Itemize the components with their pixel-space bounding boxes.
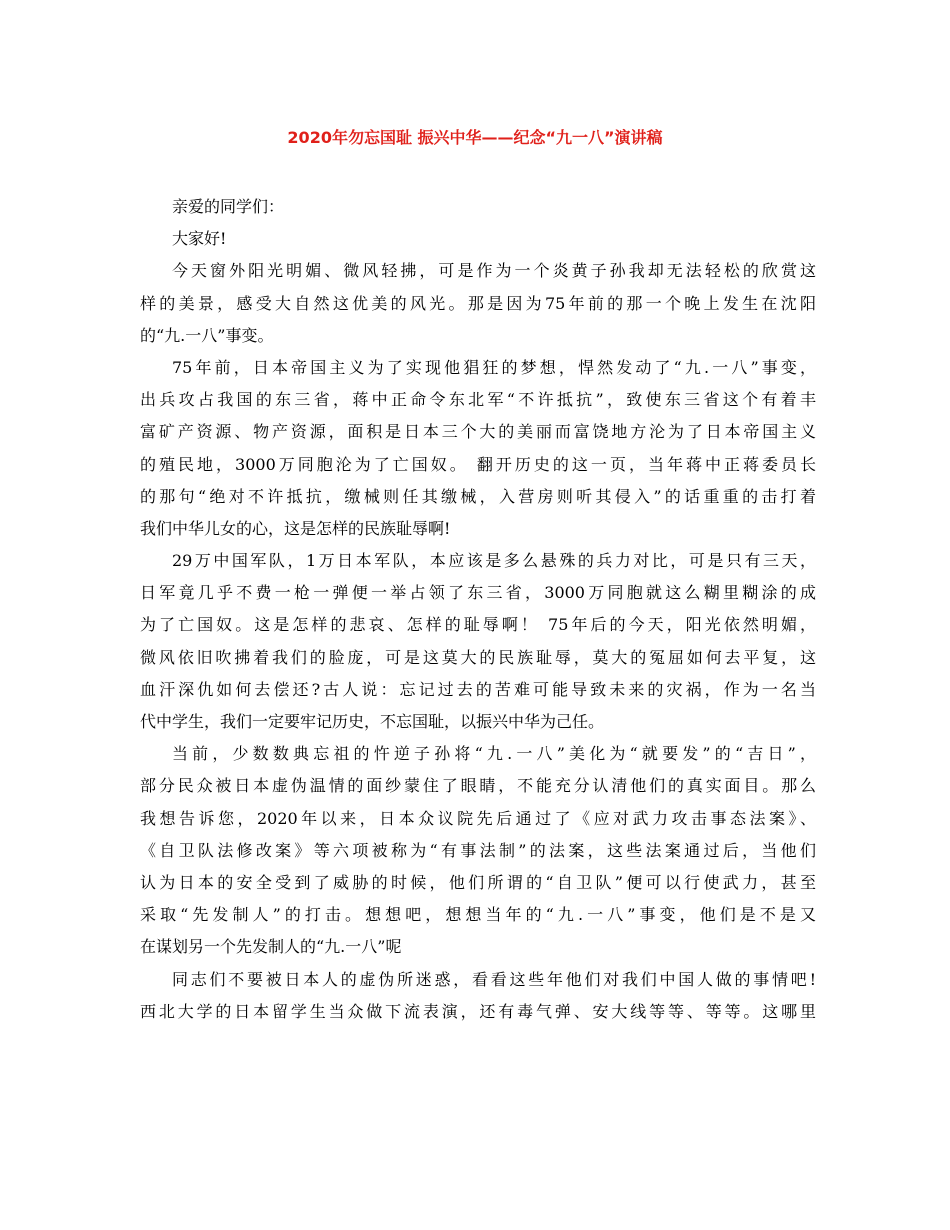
text-line: 为了亡国奴。这是怎样的悲哀、怎样的耻辱啊！ 75年后的今天，阳光依然明媚， <box>140 615 816 635</box>
text-line: 29万中国军队，1万日本军队，本应该是多么悬殊的兵力对比，可是只有三天， <box>172 551 816 571</box>
text-line: 认为日本的安全受到了威胁的时候，他们所谓的“自卫队”便可以行使武力，甚至 <box>140 872 816 892</box>
text-line: 在谋划另一个先发制人的“九.一八”呢 <box>140 937 402 957</box>
text-line: 采取“先发制人”的打击。想想吧，想想当年的“九.一八”事变，他们是不是又 <box>140 905 816 925</box>
text-line: 的殖民地，3000万同胞沦为了亡国奴。 翻开历史的这一页，当年蒋中正蒋委员长 <box>140 454 816 474</box>
document-title: 2020年勿忘国耻 振兴中华——纪念“九一八”演讲稿 <box>287 128 663 147</box>
text-line: 富矿产资源、物产资源，面积是日本三个大的美丽而富饶地方沦为了日本帝国主义 <box>140 422 816 442</box>
text-line: 微风依旧吹拂着我们的脸庞，可是这莫大的民族耻辱，莫大的冤屈如何去平复，这 <box>140 647 816 667</box>
text-line: 同志们不要被日本人的虚伪所迷惑，看看这些年他们对我们中国人做的事情吧! <box>172 969 816 989</box>
text-line: 样的美景，感受大自然这优美的风光。那是因为75年前的那一个晚上发生在沈阳 <box>140 293 816 313</box>
text-line: 出兵攻占我国的东三省，蒋中正命令东北军“不许抵抗”，致使东三省这个有着丰 <box>140 390 816 410</box>
text-line: 西北大学的日本留学生当众做下流表演，还有毒气弹、安大线等等、等等。这哪里 <box>140 1001 816 1021</box>
text-line: 部分民众被日本虚伪温情的面纱蒙住了眼睛，不能充分认清他们的真实面目。那么 <box>140 776 816 796</box>
text-line: 日军竟几乎不费一枪一弹便一举占领了东三省，3000万同胞就这么糊里糊涂的成 <box>140 583 816 603</box>
text-line: 的“九.一八”事变。 <box>140 325 274 345</box>
document-body <box>140 191 816 1028</box>
text-line: 代中学生，我们一定要牢记历史，不忘国耻，以振兴中华为己任。 <box>140 712 605 731</box>
text-line: 大家好! <box>172 229 227 249</box>
text-line: 今天窗外阳光明媚、微风轻拂，可是作为一个炎黄子孙我却无法轻松的欣赏这 <box>172 261 816 281</box>
text-line: 当前，少数数典忘祖的忤逆子孙将“九.一八”美化为“就要发”的“吉日”， <box>172 744 816 764</box>
text-line: 亲爱的同学们： <box>172 197 285 216</box>
text-line: 我想告诉您，2020年以来，日本众议院先后通过了《应对武力攻击事态法案》、 <box>140 808 816 828</box>
text-line: 75年前，日本帝国主义为了实现他猖狂的梦想，悍然发动了“九.一八”事变， <box>172 357 816 377</box>
text-line: 的那句“绝对不许抵抗，缴械则任其缴械，入营房则听其侵入”的话重重的击打着 <box>140 486 816 506</box>
text-line: 血汗深仇如何去偿还?古人说：忘记过去的苦难可能导致未来的灾祸，作为一名当 <box>140 679 816 699</box>
text-line: 我们中华儿女的心，这是怎样的民族耻辱啊! <box>140 518 451 538</box>
text-line: 《自卫队法修改案》等六项被称为“有事法制”的法案，这些法案通过后，当他们 <box>140 840 816 860</box>
